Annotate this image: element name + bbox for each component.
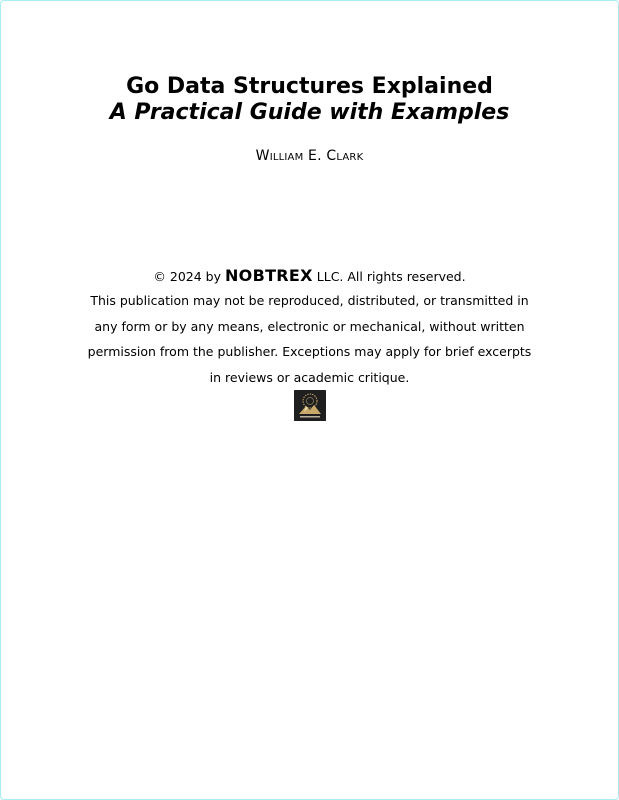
book-subtitle: A Practical Guide with Examples — [109, 100, 510, 125]
copyright-prefix: © 2024 by — [153, 269, 221, 284]
copyright-line — [1, 263, 618, 289]
publisher-logo-icon — [294, 390, 326, 421]
copyright-notice: This publication may not be reproduced, distributed, or transmitted in any form or by any means, electronic or mechanical, without written permission from the publisher. Exceptions may apply for brief excerpts in reviews or academic critique. — [87, 293, 532, 385]
copyright-suffix: LLC. All rights reserved. — [316, 269, 466, 284]
publisher-name: NOBTREX — [224, 266, 313, 285]
book-title: Go Data Structures Explained — [126, 74, 493, 99]
book-author: William E. Clark — [255, 148, 364, 164]
